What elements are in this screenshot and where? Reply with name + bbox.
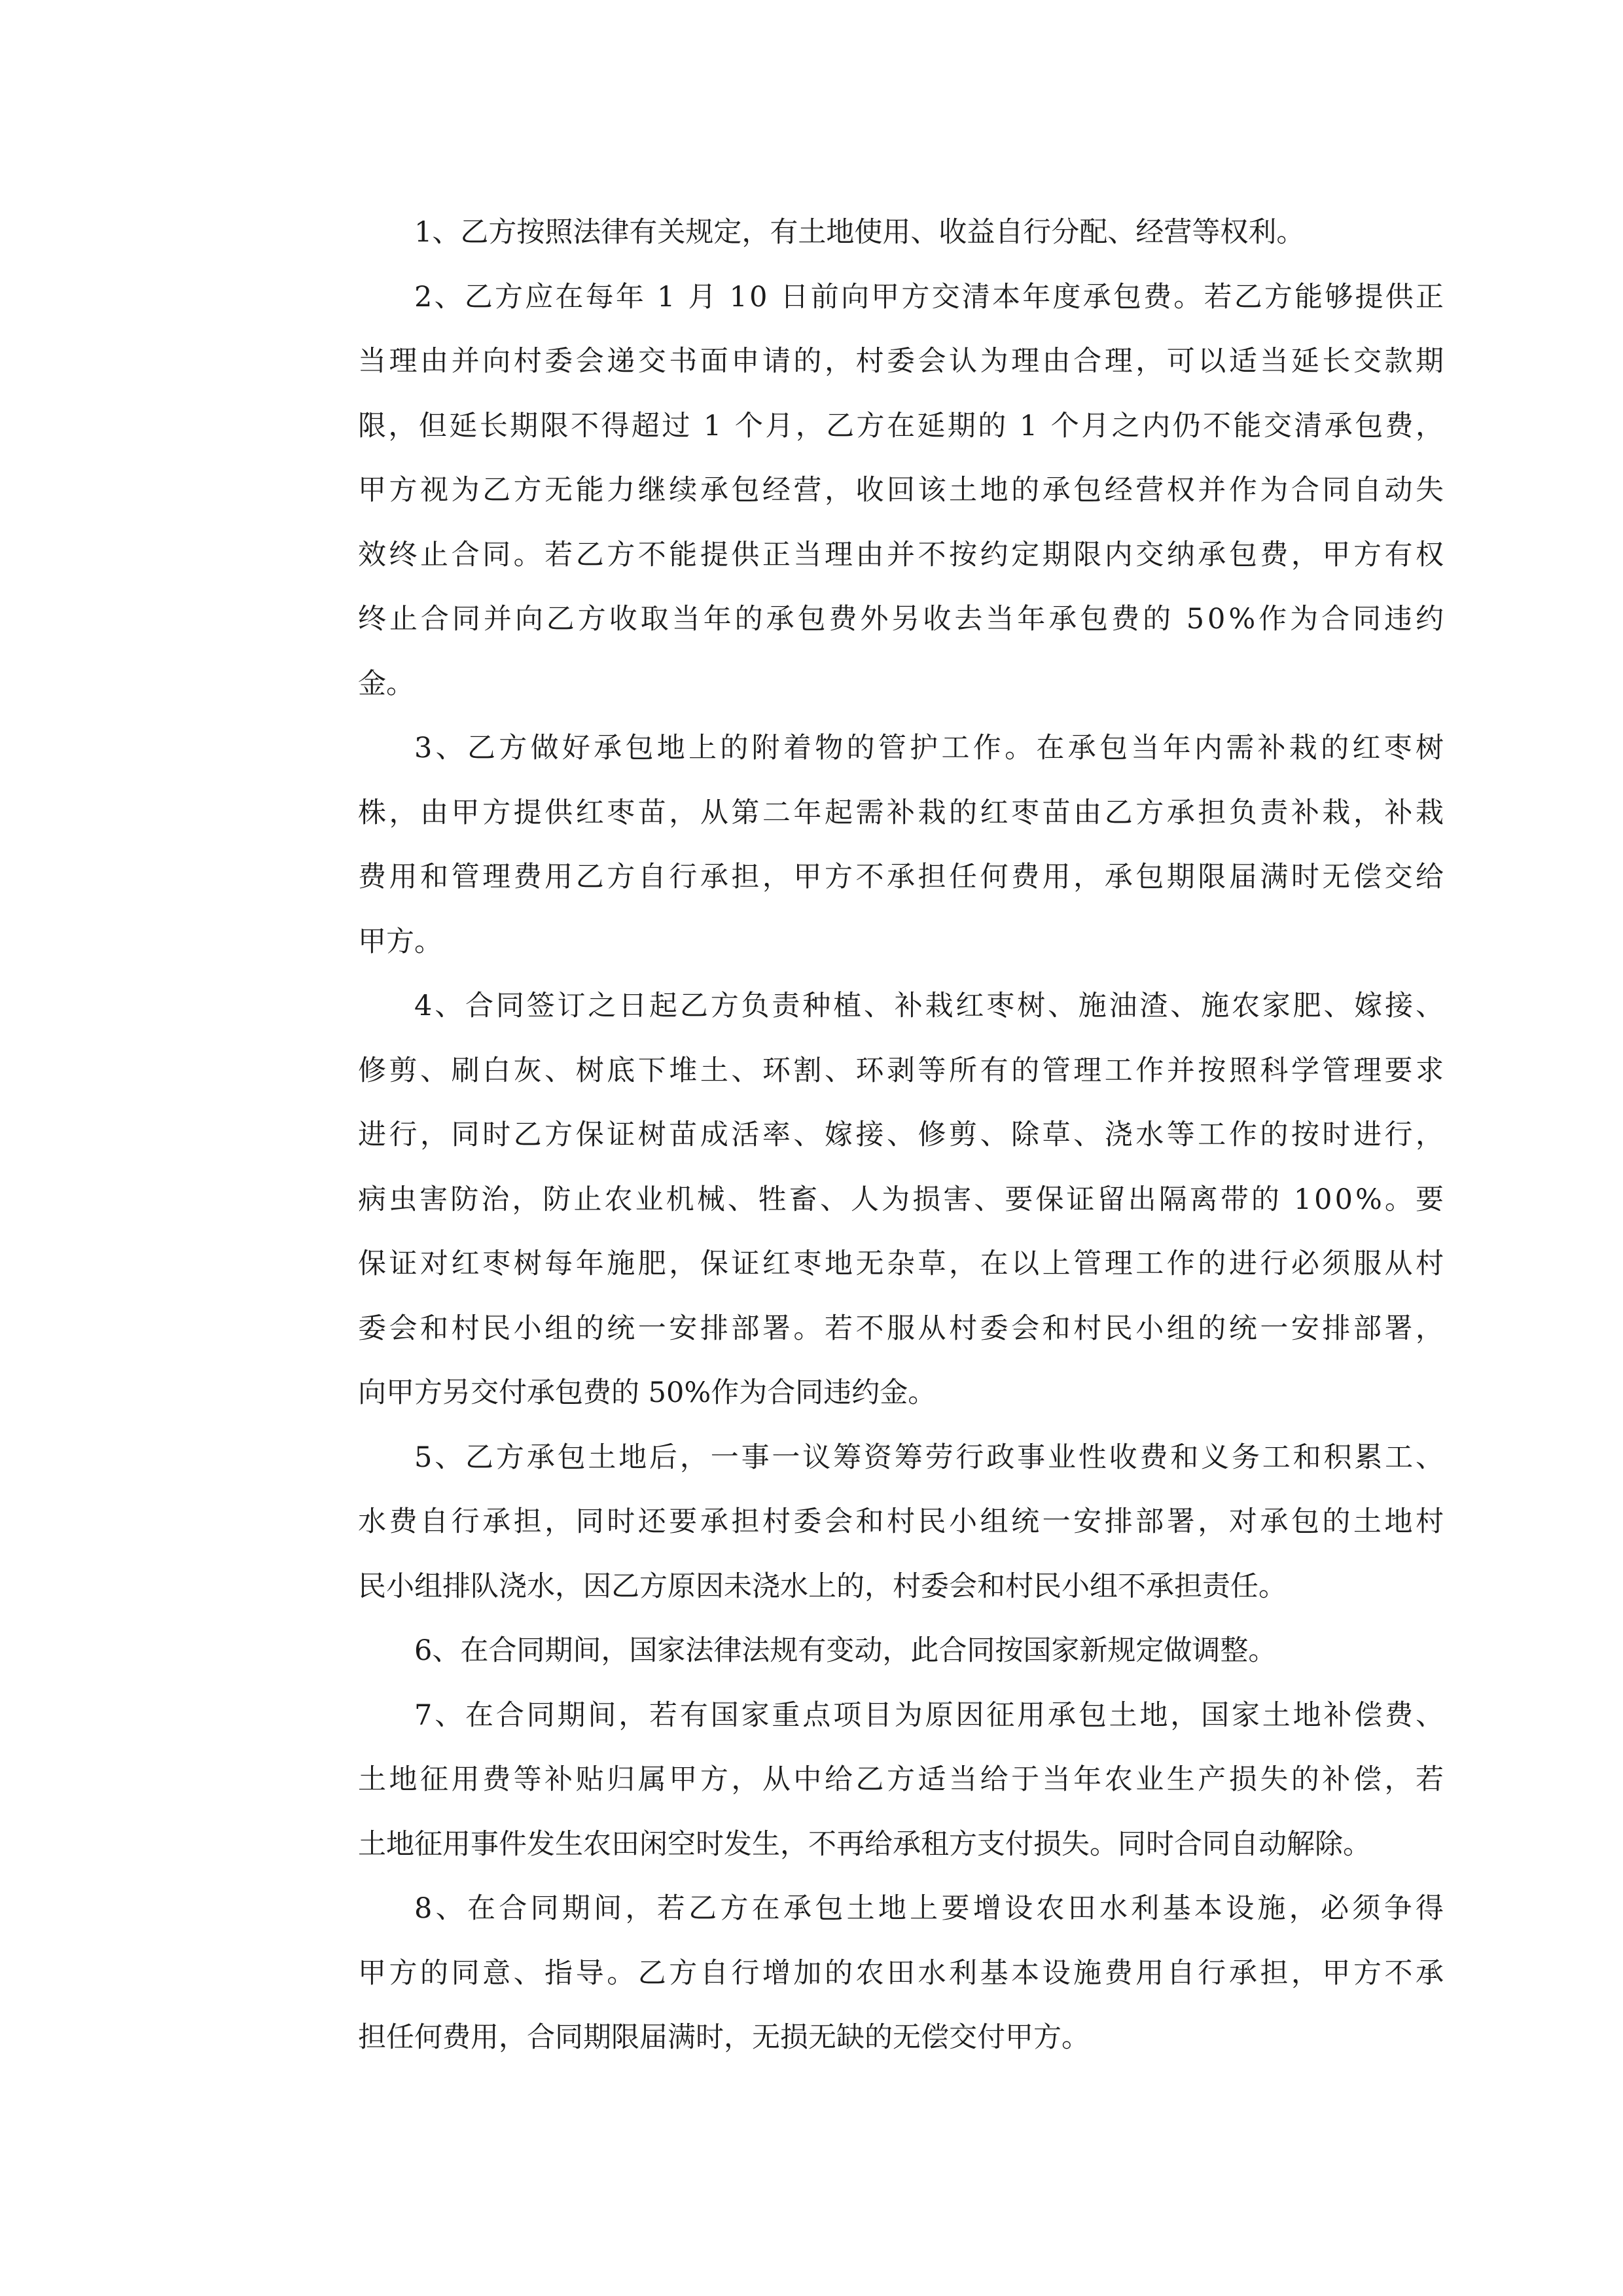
clause-8 — [245, 1876, 1448, 2070]
clause-8-line-2: 甲方的同意、指导。乙方自行增加的农田水利基本设施费用自行承担，甲方不承 — [358, 1956, 1447, 1990]
clause-7-line-2: 土地征用费等补贴归属甲方，从中给乙方适当给于当年农业生产损失的补偿，若 — [358, 1763, 1447, 1796]
clause-7 — [245, 1683, 1447, 1877]
clause-4-line-4: 病虫害防治，防止农业机械、牲畜、人为损害、要保证留出隔离带的 100%。要 — [358, 1183, 1447, 1216]
clause-4-line-5: 保证对红枣树每年施肥，保证红枣地无杂草，在以上管理工作的进行必须服从村 — [358, 1247, 1447, 1280]
clause-7-line-3: 土地征用事件发生农田闲空时发生，不再给承租方支付损失。同时合同自动解除。 — [358, 1827, 1371, 1861]
clause-4-line-6: 委会和村民小组的统一安排部署。若不服从村委会和村民小组的统一安排部署， — [358, 1312, 1447, 1345]
contract-clauses — [245, 200, 1448, 2070]
clause-1-line-1: 1、乙方按照法律有关规定，有土地使用、收益自行分配、经营等权利。 — [414, 216, 1305, 249]
clause-8-line-3: 担任何费用，合同期限届满时，无损无缺的无偿交付甲方。 — [358, 2021, 1090, 2054]
clause-5-line-1: 5、乙方承包土地后，一事一议筹资筹劳行政事业性收费和义务工和积累工、 — [414, 1441, 1446, 1474]
clause-6-line-1: 6、在合同期间，国家法律法规有变动，此合同按国家新规定做调整。 — [414, 1634, 1277, 1667]
clause-1 — [245, 200, 1387, 265]
clause-2-line-2: 当理由并向村委会递交书面申请的，村委会认为理由合理，可以适当延长交款期 — [358, 345, 1447, 378]
clause-5-line-2: 水费自行承担，同时还要承担村委会和村民小组统一安排部署，对承包的土地村 — [358, 1505, 1447, 1538]
clause-4-line-3: 进行，同时乙方保证树苗成活率、嫁接、修剪、除草、浇水等工作的按时进行， — [358, 1119, 1447, 1151]
clause-3-line-4: 甲方。 — [358, 925, 442, 958]
clause-4-line-7: 向甲方另交付承包费的 50%作为合同违约金。 — [358, 1376, 936, 1409]
clause-4-line-1: 4、合同签订之日起乙方负责种植、补栽红枣树、施油渣、施农家肥、嫁接、 — [414, 990, 1446, 1022]
clause-3-line-3: 费用和管理费用乙方自行承担，甲方不承担任何费用，承包期限届满时无偿交给 — [358, 861, 1447, 893]
clause-6 — [245, 1619, 1387, 1683]
clause-3 — [245, 716, 1448, 974]
clause-3-line-1: 3、乙方做好承包地上的附着物的管护工作。在承包当年内需补栽的红枣树 — [414, 732, 1448, 764]
clause-2-line-5: 效终止合同。若乙方不能提供正当理由并不按约定期限内交纳承包费，甲方有权 — [358, 538, 1447, 571]
clause-5 — [245, 1426, 1447, 1619]
clause-2-line-6: 终止合同并向乙方收取当年的承包费外另收去当年承包费的 50%作为合同违约 — [358, 603, 1447, 636]
clause-4 — [245, 974, 1447, 1426]
clause-2-line-1: 2、乙方应在每年 1 月 10 日前向甲方交清本年度承包费。若乙方能够提供正 — [414, 280, 1446, 314]
clause-3-line-2: 株，由甲方提供红枣苗，从第二年起需补栽的红枣苗由乙方承担负责补栽，补栽 — [358, 796, 1447, 829]
clause-4-line-2: 修剪、刷白灰、树底下堆土、环割、环剥等所有的管理工作并按照科学管理要求 — [358, 1054, 1447, 1087]
clause-5-line-3: 民小组排队浇水，因乙方原因未浇水上的，村委会和村民小组不承担责任。 — [358, 1570, 1287, 1603]
clause-2-line-4: 甲方视为乙方无能力继续承包经营，收回该土地的承包经营权并作为合同自动失 — [358, 474, 1447, 507]
clause-2-line-3: 限，但延长期限不得超过 1 个月，乙方在延期的 1 个月之内仍不能交清承包费， — [358, 409, 1446, 442]
clause-8-line-1: 8、在合同期间，若乙方在承包土地上要增设农田水利基本设施，必须争得 — [414, 1892, 1448, 1925]
clause-2-line-7: 金。 — [358, 667, 414, 700]
clause-7-line-1: 7、在合同期间，若有国家重点项目为原因征用承包土地，国家土地补偿费、 — [414, 1698, 1446, 1732]
clause-2 — [245, 265, 1447, 717]
